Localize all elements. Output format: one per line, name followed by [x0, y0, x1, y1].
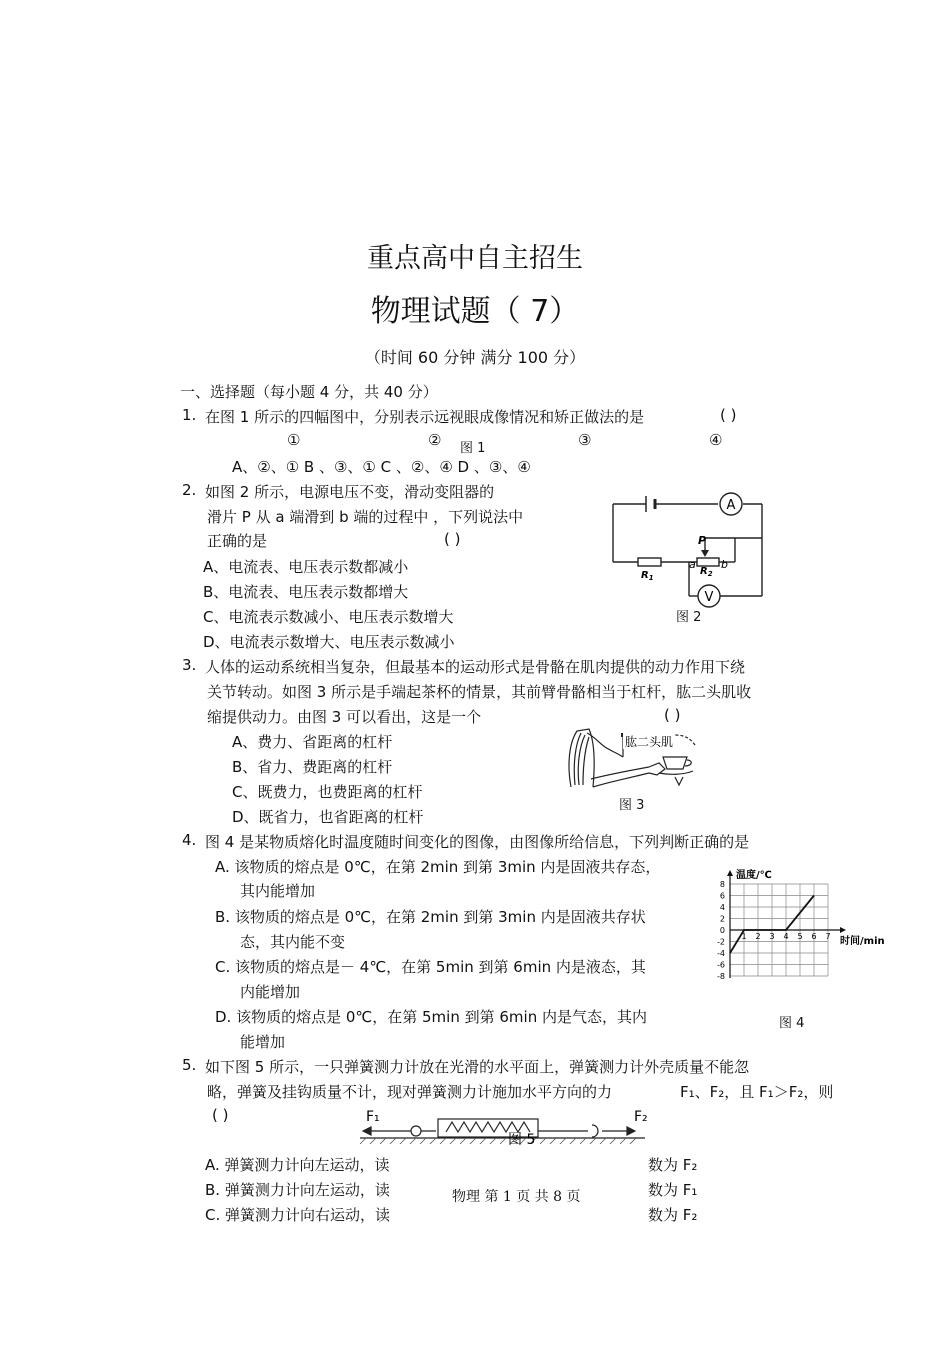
- q2-paren: ( ): [444, 530, 461, 548]
- svg-text:R1: [641, 570, 654, 582]
- q1-paren: ( ): [720, 406, 737, 424]
- time-note: （时间 60 分钟 满分 100 分）: [364, 348, 586, 367]
- q2-number: 2.: [182, 481, 197, 499]
- q1-label-1: ①: [287, 431, 301, 449]
- q1-label-4: ④: [709, 431, 723, 449]
- svg-text:R2: [700, 566, 713, 578]
- x-axis-label: 时间/min: [840, 936, 885, 947]
- force-f1-label: F₁: [366, 1109, 380, 1125]
- exam-title: 重点高中自主招生: [367, 243, 583, 274]
- q3-paren: ( ): [664, 706, 681, 724]
- muscle-label: 肱二头肌: [625, 735, 674, 749]
- x-tick-label: 1: [741, 932, 747, 941]
- arm-teacup-figure: [565, 725, 705, 795]
- q5-stem-line2: 略，弹簧及挂钩质量不计，现对弹簧测力计施加水平方向的力: [207, 1083, 613, 1101]
- y-axis-label: 温度/℃: [736, 870, 772, 881]
- q1-stem: 在图 1 所示的四幅图中，分别表示远视眼成像情况和矫正做法的是: [205, 408, 645, 426]
- x-tick-label: 2: [755, 932, 761, 941]
- y-tick-label: 8: [719, 880, 725, 889]
- q4-number: 4.: [182, 831, 197, 849]
- q2-figure-caption: 图 2: [676, 610, 702, 625]
- q2-option-c: C、电流表示数减小、电压表示数增大: [203, 608, 454, 626]
- x-axis-arrow: [840, 927, 846, 933]
- q5-option-b-left: B. 弹簧测力计向左运动，读: [205, 1181, 390, 1199]
- rheostat-r2: [697, 558, 719, 566]
- exam-subtitle: 物理试题（ 7）: [370, 294, 580, 329]
- section-heading: 一、选择题（每小题 4 分，共 40 分）: [180, 383, 438, 401]
- q3-option-a: A、费力、省距离的杠杆: [232, 733, 393, 751]
- x-tick-label: 7: [825, 932, 831, 941]
- q3-stem-line3: 缩提供动力。由图 3 可以看出，这是一个: [207, 708, 482, 726]
- q3-stem-line2: 关节转动。如图 3 所示是手端起茶杯的情景，其前臂骨骼相当于杠杆，肱二头肌收: [207, 683, 752, 701]
- q5-stem-line1: 如下图 5 所示，一只弹簧测力计放在光滑的水平面上，弹簧测力计外壳质量不能忽: [205, 1058, 750, 1076]
- q4-option-d-line2: 能增加: [240, 1033, 286, 1051]
- q4-option-c-line1: C. 该物质的熔点是－ 4℃，在第 5min 到第 6min 内是液态，其: [215, 958, 646, 976]
- q1-label-3: ③: [578, 431, 592, 449]
- y-tick-label: -6: [717, 960, 725, 970]
- page-footer: 物理 第 1 页 共 8 页: [452, 1189, 581, 1205]
- melting-curve-chart: [700, 848, 895, 998]
- q1-figure-caption: 图 1: [460, 441, 486, 456]
- q5-option-c-right: 数为 F₂: [648, 1206, 698, 1224]
- spring-scale-figure: [360, 1108, 648, 1154]
- y-tick-label: -4: [717, 949, 725, 958]
- x-tick-label: 6: [811, 932, 817, 941]
- resistor-r1: [638, 558, 661, 566]
- q4-option-c-line2: 内能增加: [240, 983, 301, 1001]
- slider-label-p: P: [698, 534, 707, 547]
- q4-figure-caption: 图 4: [779, 1016, 805, 1031]
- x-tick-label: 3: [769, 932, 775, 941]
- force-f2-label: F₂: [634, 1109, 648, 1125]
- terminal-a-label: a: [689, 558, 696, 571]
- q2-stem-line1: 如图 2 所示，电源电压不变，滑动变阻器的: [205, 483, 495, 501]
- q4-stem: 图 4 是某物质熔化时温度随时间变化的图像，由图像所给信息，下列判断正确的是: [205, 833, 750, 851]
- voltmeter-label: V: [704, 590, 714, 605]
- r1-subscript: 1: [648, 574, 654, 582]
- q5-figure-caption: 图 5: [508, 1132, 536, 1148]
- r2-subscript: 2: [707, 570, 713, 578]
- q3-number: 3.: [182, 656, 197, 674]
- x-tick-label: 5: [797, 932, 803, 941]
- q5-option-a-right: 数为 F₂: [648, 1156, 698, 1174]
- q4-option-d-line1: D. 该物质的熔点是 0℃，在第 5min 到第 6min 内是气态，其内: [215, 1008, 647, 1026]
- y-tick-label: 2: [719, 914, 725, 924]
- q5-forces: F₁、F₂，且 F₁＞F₂，则: [680, 1083, 834, 1101]
- q2-stem-line3: 正确的是: [207, 532, 268, 550]
- q5-option-c-left: C. 弹簧测力计向右运动，读: [205, 1206, 391, 1224]
- q3-figure-caption: 图 3: [619, 798, 645, 813]
- q2-option-d: D、电流表示数增大、电压表示数减小: [203, 633, 455, 651]
- y-tick-label: 4: [719, 903, 725, 912]
- r1-label: R: [641, 570, 649, 581]
- q1-options: A、②、① B 、③、① C 、②、④ D 、③、④: [232, 458, 531, 476]
- q3-stem-line1: 人体的运动系统相当复杂，但最基本的运动形式是骨骼在肌肉提供的动力作用下绕: [205, 658, 746, 676]
- y-axis-arrow: [727, 870, 733, 876]
- ammeter-label: A: [726, 498, 736, 513]
- q2-option-b: B、电流表、电压表示数都增大: [203, 583, 409, 601]
- q2-option-a: A、电流表、电压表示数都减小: [203, 558, 409, 576]
- slider-arrow-icon: [701, 550, 709, 557]
- y-tick-label: 0: [719, 926, 725, 935]
- circuit-diagram: [605, 488, 775, 608]
- terminal-b-label: b: [721, 558, 728, 571]
- q4-option-a-line2: 其内能增加: [240, 882, 316, 900]
- y-tick-label: -2: [717, 937, 725, 947]
- q2-stem-line2: 滑片 P 从 a 端滑到 b 端的过程中 ，下列说法中: [207, 508, 524, 526]
- q3-option-c: C、既费力，也费距离的杠杆: [232, 783, 423, 801]
- q5-number: 5.: [182, 1056, 197, 1074]
- q5-option-b-right: 数为 F₁: [648, 1181, 698, 1199]
- q3-option-d: D、既省力，也省距离的杠杆: [232, 808, 424, 826]
- q4-option-a-line1: A. 该物质的熔点是 0℃，在第 2min 到第 3min 内是固液共存态，: [215, 858, 661, 876]
- q5-option-a-left: A. 弹簧测力计向左运动，读: [205, 1156, 390, 1174]
- q4-option-b-line2: 态，其内能不变: [240, 933, 346, 951]
- q3-option-b: B、省力、费距离的杠杆: [232, 758, 393, 776]
- x-tick-label: 4: [783, 932, 789, 941]
- q5-paren: ( ): [212, 1106, 229, 1124]
- y-tick-label: -8: [717, 972, 725, 981]
- q4-option-b-line1: B. 该物质的熔点是 0℃，在第 2min 到第 3min 内是固液共存状: [215, 908, 646, 926]
- q1-number: 1.: [182, 406, 197, 424]
- r2-label: R: [700, 566, 708, 577]
- q1-label-2: ②: [428, 431, 442, 449]
- y-tick-label: 6: [719, 891, 725, 901]
